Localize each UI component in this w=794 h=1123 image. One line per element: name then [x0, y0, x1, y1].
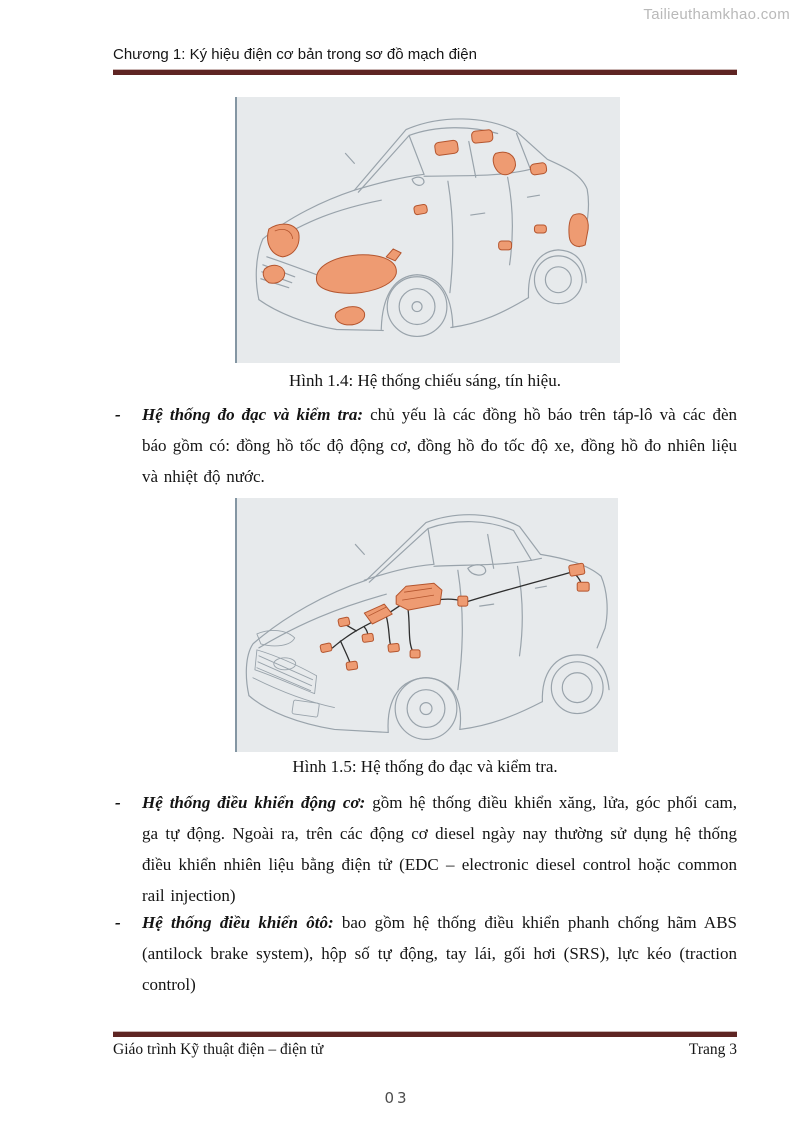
rear-shelf-unit-2	[577, 582, 589, 591]
chapter-heading: Chương 1: Ký hiệu điện cơ bản trong sơ đồ mạch điện	[113, 46, 477, 63]
pillar-lamp	[493, 152, 515, 175]
shelf-lamp	[530, 162, 547, 175]
door-sensor	[458, 596, 468, 606]
door-lamp	[499, 241, 512, 250]
roof-lamp-rear	[471, 129, 493, 143]
headlamp	[268, 224, 299, 257]
car-outline	[246, 515, 609, 740]
figure-1-5	[235, 498, 618, 752]
paragraph-lead: Hệ thống điều khiển động cơ:	[142, 793, 366, 812]
cowl-lamp	[413, 204, 427, 215]
figure-caption-1-5: Hình 1.5: Hệ thống đo đạc và kiểm tra.	[292, 757, 558, 776]
hood-lamp-cover	[316, 255, 396, 294]
paragraph-text: gồm hệ thống điều khiển xăng, lửa, góc phối cam, ga tự động. Ngoài ra, trên các động cơ diesel ngày nay thường sử dụng hệ thống điều khiển nhiên liệu bằng điện tử (EDC – electronic diesel control hoặc common rail injection)	[142, 793, 738, 905]
footer-page-label: Trang 3	[688, 1041, 737, 1058]
sensor-5	[388, 643, 400, 652]
header-rule	[113, 69, 737, 75]
footer-rule	[113, 1031, 737, 1037]
sensor-2	[338, 617, 350, 627]
hood-lamp-tab	[386, 249, 401, 261]
paragraph-lead: Hệ thống đo đạc và kiểm tra:	[142, 405, 364, 424]
side-marker-lamp	[534, 225, 546, 233]
highlighted-lamps	[263, 129, 588, 324]
bullet-dash: -	[115, 405, 121, 424]
sensor-4	[346, 661, 358, 670]
footer	[113, 1041, 737, 1059]
instrument-cluster	[396, 583, 442, 610]
watermark: Tailieuthamkhao.com	[643, 6, 790, 23]
paragraph-engine-control	[113, 787, 737, 911]
sensor-3	[362, 633, 374, 642]
footer-book-title: Giáo trình Kỹ thuật điện – điện tử	[113, 1041, 324, 1058]
car-lighting-diagram	[237, 97, 620, 363]
figure-caption-1-4: Hình 1.4: Hệ thống chiếu sáng, tín hiệu.	[289, 371, 561, 390]
bullet-dash: -	[115, 793, 121, 812]
paragraph-lead: Hệ thống điều khiển ôtô:	[142, 913, 334, 932]
tail-lamp	[569, 214, 588, 247]
bullet-dash: -	[115, 913, 121, 932]
paragraph-text: chủ yếu là các đồng hồ báo trên táp-lô và các đèn báo gồm có: đồng hồ tốc độ động cơ, đồng hồ đo tốc độ xe, đồng hồ đo nhiên liệu và nhiệt độ nước.	[142, 405, 738, 486]
figure-1-4	[235, 97, 620, 363]
sensor-6	[410, 650, 420, 658]
paragraph-measuring-system	[113, 399, 737, 492]
bumper-lamp	[335, 307, 364, 325]
page-number: 03	[384, 1089, 410, 1107]
rear-shelf-unit-1	[568, 563, 585, 576]
paragraph-text: bao gồm hệ thống điều khiển phanh chống hãm ABS (antilock brake system), hộp số tự động, tay lái, gối hơi (SRS), lực kéo (traction control)	[142, 913, 738, 994]
roof-lamp-front	[434, 140, 458, 156]
car-instrumentation-diagram	[237, 498, 618, 752]
paragraph-auto-control	[113, 907, 737, 1000]
sensor-1	[320, 643, 332, 653]
fog-lamp	[263, 265, 285, 283]
